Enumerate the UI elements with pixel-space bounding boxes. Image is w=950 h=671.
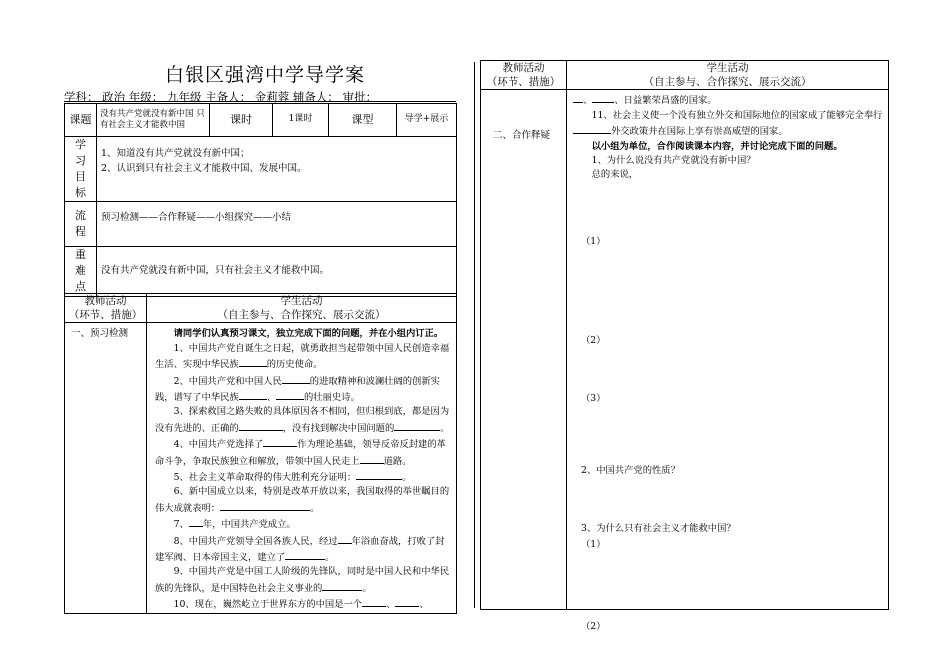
summary-prompt: 总的来说， (591, 169, 639, 181)
divider (64, 101, 456, 102)
page-title: 白银区强湾中学导学案 (164, 64, 365, 86)
preview-questions (147, 323, 457, 613)
info-table (64, 103, 457, 297)
section-preview: 一、预习检测 (65, 323, 147, 613)
goal-item: 2、认识到只有社会主义才能救中国、发展中国。 (101, 162, 307, 174)
question-2: 2、中国共产党和中国人民 的进取精神和波澜壮阔的创新实践，谱写了中华民族 、 的壮丽史诗。 (155, 373, 450, 406)
teacher-header (65, 294, 147, 323)
meta-line: 学科： 政治 年级： 九年级 主备人： 金莉蓉 辅备人： 审批： (64, 90, 378, 104)
preview-intro: 请同学们认真预习课文，独立完成下面的问题，并在小组内订正。 (173, 328, 444, 340)
cooperation-content (567, 90, 889, 633)
question-6: 6、新中国成立以来，特别是改革开放以来，我国取得的举世瞩目的伟大成就表明： 。 (155, 486, 450, 514)
problem-1: 1、为什么说没有共产党就没有新中国？ (591, 154, 756, 166)
student-header-title: 学生活动 (706, 62, 749, 74)
question-9: 9、中国共产党是中国工人阶级的先锋队，同时是中国人民和中华民族的先锋队，是中国特色社会主义事业的 。 (155, 566, 450, 594)
goals-list (97, 137, 457, 202)
page-fold-line (474, 62, 475, 608)
question-10-continued: 、 、日益繁荣昌盛的国家。 (573, 92, 884, 108)
teacher-header-title: 教师活动 (84, 295, 127, 307)
student-header (567, 61, 889, 90)
problem-2: 2、中国共产党的性质？ (581, 465, 680, 477)
topic-value: 没有共产党就没有新中国 只有社会主义才能救中国 (97, 104, 210, 137)
teacher-header-title: 教师活动 (502, 62, 545, 74)
student-header-title: 学生活动 (280, 295, 323, 307)
student-header (147, 294, 457, 323)
teacher-header-sub: （环节、措施） (486, 76, 561, 89)
question-7: 7、 年，中国共产党成立。 (155, 516, 450, 532)
hours-value: 1课时 (273, 104, 329, 137)
key-label: 重难点 (65, 246, 97, 296)
question-10: 10、现在，巍然屹立于世界东方的中国是一个 、 、 (155, 596, 450, 612)
answer-1-2: （2） (581, 335, 606, 347)
teacher-header (481, 61, 567, 90)
activity-table-left (64, 293, 457, 614)
goals-label: 学习目标 (65, 137, 97, 202)
question-4: 4、中国共产党选择了 作为理论基础，领导反帝反封建的革命斗争，争取民族独立和解放，带领中国人民走上 道路。 (155, 436, 450, 469)
flow-value: 预习检测——合作释疑——小组探究——小结 (97, 201, 457, 246)
question-5: 5、社会主义革命取得的伟大胜利充分证明： 。 (155, 469, 450, 485)
activity-table-right (480, 60, 889, 633)
question-1: 1、中国共产党自诞生之日起，就勇敢担当起带领中国人民创造幸福生活、实现中华民族 的历史使命。 (155, 342, 450, 371)
student-header-sub: （自主参与、合作探究、展示交流） (217, 309, 386, 322)
answer-3-2: （2） (581, 621, 606, 633)
question-11: 11、社会主义使一个没有独立外交和国际地位的国家成了能够完全奉行外交政策并在国际上享有崇高威望的国家。 (573, 109, 884, 140)
question-3: 3、探索救国之路失败的具体原因各不相同，但归根到底，都是因为没有先进的、正确的 ，没有找到解决中国问题的 。 (155, 406, 450, 434)
flow-label: 流程 (65, 201, 97, 246)
type-label: 课型 (329, 104, 397, 137)
section-cooperation: 二、合作释疑 (481, 90, 567, 610)
problem-3: 3、为什么只有社会主义才能救中国？ (581, 523, 736, 535)
student-header-sub: （自主参与、合作探究、展示交流） (643, 76, 812, 89)
goal-item: 1、知道没有共产党就没有新中国； (101, 148, 250, 159)
question-8: 8、中国共产党领导全国各族人民，经过 年浴血奋战，打败了封建军阀、日本帝国主义，建立了 。 (155, 533, 450, 566)
answer-1-3: （3） (581, 393, 606, 405)
type-value: 导学+展示 (397, 104, 457, 137)
teacher-header-sub: （环节、措施） (68, 309, 143, 322)
answer-3-1: （1） (581, 539, 606, 551)
topic-label: 课题 (65, 104, 97, 137)
group-intro: 以小组为单位，合作阅读课本内容，并讨论完成下面的问题。 (591, 140, 843, 152)
answer-1-1: （1） (581, 236, 606, 248)
hours-label: 课时 (210, 104, 273, 137)
key-value: 没有共产党就没有新中国，只有社会主义才能救中国。 (97, 246, 457, 296)
